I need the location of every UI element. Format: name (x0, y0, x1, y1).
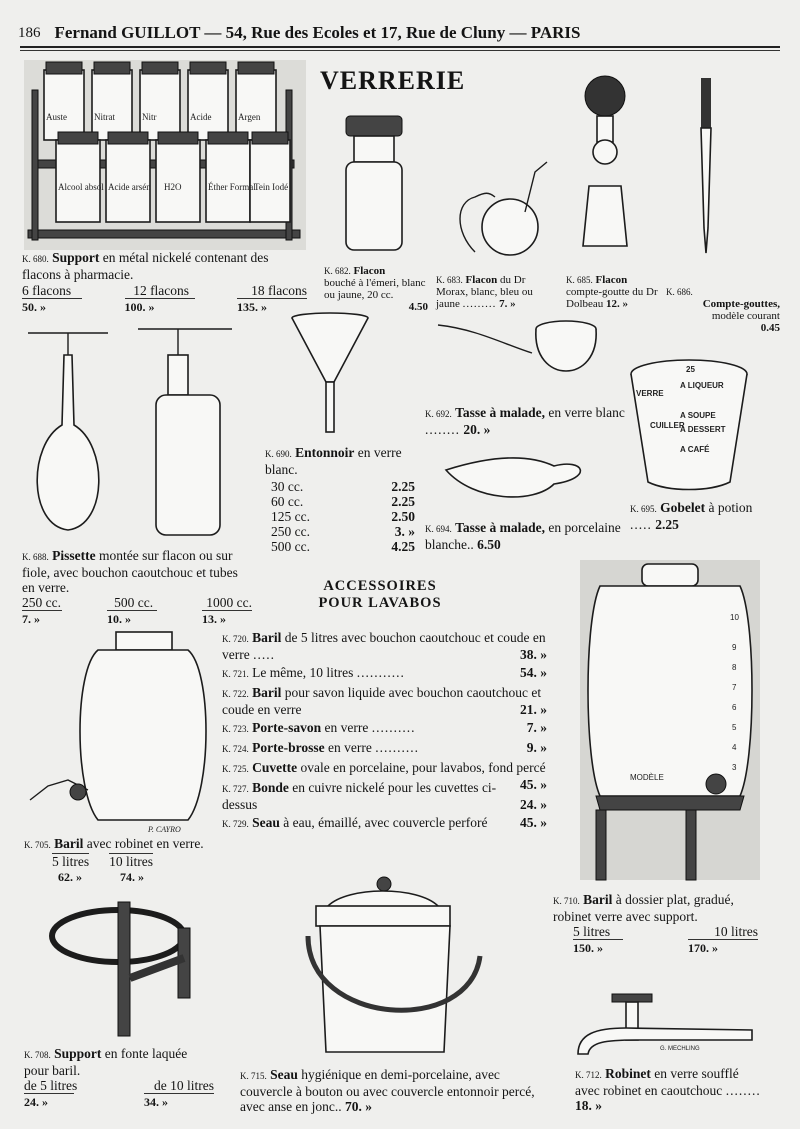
jar-label: Nitrat (94, 112, 115, 122)
k710-caption: K. 710. Baril à dossier plat, gradué, robinet verre avec support. 5 litres 10 litres 150. » 170. » (553, 892, 758, 955)
svg-text:A SOUPE: A SOUPE (680, 411, 716, 420)
graduated-barrel-illustration (560, 560, 760, 890)
engraver-signature: P. CAYRO (148, 825, 181, 834)
k680-caption: K. 680. Support en métal nickelé contenant des flacons à pharmacie. 6 flacons 12 flacons 18 flacons 50. » 100. » 135. » (22, 250, 307, 314)
k680-price: 100. » (125, 298, 195, 315)
k680-option: 18 flacons (251, 283, 307, 298)
jar-label: Auste (46, 112, 67, 122)
cast-iron-support-illustration (48, 898, 194, 1038)
porcelain-feeding-cup-illustration (444, 448, 594, 508)
stoppered-flask-illustration (340, 110, 408, 260)
k680-option: 6 flacons (22, 283, 72, 298)
svg-text:A CAFÉ: A CAFÉ (680, 445, 710, 454)
list-item: K. 720. Baril de 5 litres avec bouchon caoutchouc et coude en verre ..... 38. » (222, 630, 547, 662)
jar-label: Alcool absol (58, 182, 104, 192)
k690-caption: K. 690. Entonnoir en verre blanc. 30 cc. 2.25 60 cc. 2.25 125 cc. 2.50 250 cc. 3. » 500 cc. 4.25 (265, 445, 415, 554)
jar-label: Nitr (142, 112, 157, 122)
list-item: K. 724. Porte-brosse en verre .......... 9. » (222, 740, 547, 755)
svg-text:A LIQUEUR: A LIQUEUR (680, 381, 724, 390)
accessoires-heading: ACCESSOIRES POUR LAVABOS (318, 578, 442, 611)
k680-option: 12 flacons (133, 283, 190, 298)
jar-label: Acide arsén (108, 182, 151, 192)
svg-text:25: 25 (686, 365, 695, 374)
k680-price: 135. » (237, 298, 307, 315)
svg-text:A DESSERT: A DESSERT (680, 425, 726, 434)
svg-text:4: 4 (732, 743, 737, 752)
k686-caption: K. 686. Compte-gouttes, modèle courant 0.45 (666, 287, 780, 334)
jar-label: H2O (164, 182, 182, 192)
page-number: 186 (18, 24, 41, 41)
svg-text:9: 9 (732, 643, 737, 652)
list-item: K. 723. Porte-savon en verre .......... 7. » (222, 720, 547, 735)
wash-bottle-illustration (28, 325, 233, 540)
svg-text:VERRE: VERRE (636, 389, 664, 398)
glass-feeding-cup-illustration (436, 315, 602, 401)
hygienic-bucket-illustration (298, 876, 488, 1062)
jar-label: Acide (190, 112, 212, 122)
funnel-illustration (290, 312, 370, 436)
eye-dropper-illustration (696, 78, 716, 258)
svg-text:10: 10 (730, 613, 739, 622)
list-item: K. 725. Cuvette ovale en porcelaine, pour lavabos, fond percé 45. » (222, 760, 547, 792)
accessoires-list (222, 630, 547, 835)
list-item: K. 722. Baril pour savon liquide avec bouchon caoutchouc et coude en verre 21. » (222, 685, 547, 717)
engraver-signature: G. MECHLING (660, 1046, 700, 1052)
svg-text:3: 3 (732, 763, 737, 772)
dropper-bottle-illustration (575, 76, 635, 252)
k682-price: 4.50 (408, 301, 428, 313)
k705-caption: K. 705. Baril avec robinet en verre. 5 litres 10 litres 62. » 74. » (24, 836, 204, 884)
section-title: VERRERIE (320, 66, 466, 95)
list-item: K. 729. Seau à eau, émaillé, avec couvercle perforé 45. » (222, 815, 547, 830)
svg-text:8: 8 (732, 663, 737, 672)
svg-text:7: 7 (732, 683, 737, 692)
glass-tap-illustration (576, 994, 756, 1062)
company-header: Fernand GUILLOT — 54, Rue des Ecoles et 17, Rue de Cluny — PARIS (54, 23, 581, 42)
header-rule (20, 46, 780, 48)
page-header (18, 18, 788, 48)
k682-caption: K. 682. Flacon bouché à l'émeri, blanc ou jaune, 20 cc. 4.50 (324, 265, 428, 313)
k712-caption: K. 712. Robinet en verre soufflé avec robinet en caoutchouc ........ 18. » (575, 1066, 761, 1113)
jar-label: Éther Formal (208, 182, 256, 192)
list-item: K. 721. Le même, 10 litres ........... 54. » (222, 665, 547, 680)
k680-price: 50. » (22, 298, 82, 315)
k715-caption: K. 715. Seau hygiénique en demi-porcelaine, avec couvercle à bouton ou avec couvercle entonnoir percé, avec anse en jonc.. 70. » (240, 1067, 535, 1114)
graduated-cup-illustration (628, 358, 750, 494)
k683-caption: K. 683. Flacon du Dr Morax, blanc, bleu ou jaune ......... 7. » (436, 274, 533, 310)
morax-flask-illustration (455, 152, 555, 262)
k688-caption: K. 688. Pissette montée sur flacon ou sur fiole, avec bouchon caoutchouc et tubes en verre. 250 cc. 500 cc. 1000 cc. 7. » 10. » 13. » (22, 548, 252, 626)
k685-caption: K. 685. Flacon compte-goutte du Dr Dolbeau 12. » (566, 274, 658, 310)
jar-label: Argen (238, 112, 261, 122)
jar-label: Tein Iodé (254, 182, 289, 192)
k695-caption: K. 695. Gobelet à potion ..... 2.25 (630, 500, 753, 532)
svg-text:CUILLER: CUILLER (650, 421, 685, 430)
header-rule-thin (20, 50, 780, 51)
svg-text:6: 6 (732, 703, 737, 712)
embossed-model-label: MODÈLE (630, 773, 664, 782)
pharmacy-rack-illustration (24, 60, 306, 250)
list-item: K. 727. Bonde en cuivre nickelé pour les cuvettes ci-dessus 24. » (222, 780, 547, 812)
k694-caption: K. 694. Tasse à malade, en porcelaine blanche.. 6.50 (425, 520, 621, 552)
glass-barrel-illustration (28, 630, 213, 835)
k708-caption: K. 708. Support en fonte laquée pour baril. de 5 litres de 10 litres 24. » 34. » (24, 1046, 214, 1109)
svg-text:5: 5 (732, 723, 737, 732)
k692-caption: K. 692. Tasse à malade, en verre blanc ........ 20. » (425, 405, 625, 437)
